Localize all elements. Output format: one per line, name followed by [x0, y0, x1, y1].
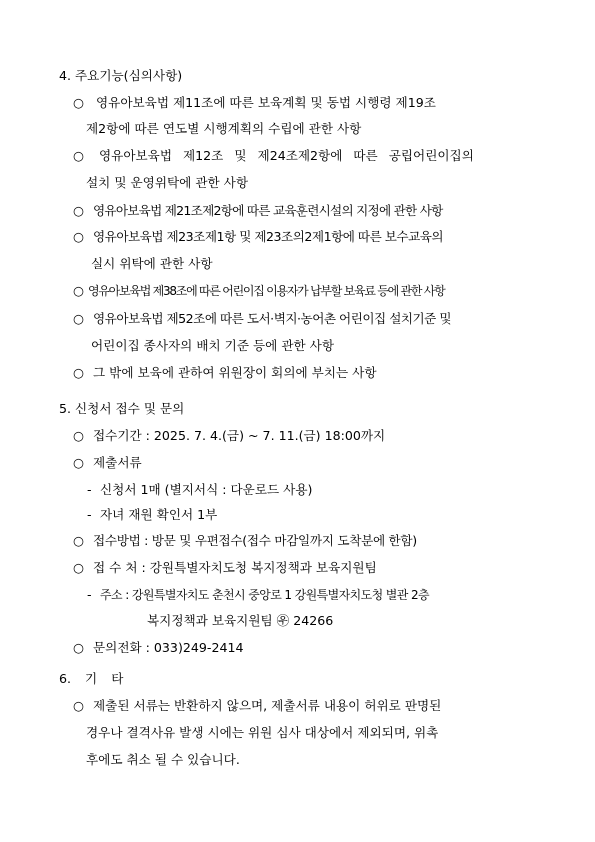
dash-marker: -: [87, 587, 92, 602]
bullet-marker: ○: [73, 533, 84, 548]
bullet-marker: ○: [73, 229, 84, 244]
item-text-cont: 후에도 취소 될 수 있습니다.: [86, 752, 240, 767]
item-text: 문의전화 : 033)249-2414: [93, 640, 244, 655]
item-text: 주소 : 강원특별자치도 춘천시 중앙로 1 강원특별자치도청 별관 2층: [100, 588, 430, 602]
bullet-marker: ○: [73, 95, 84, 110]
item-text: 자녀 재원 확인서 1부: [100, 507, 218, 522]
item-text: 영유아보육법 제23조제1항 및 제23조의2제1항에 따른 보수교육의: [93, 229, 444, 244]
item-text-cont: 설치 및 운영위탁에 관한 사항: [86, 175, 248, 190]
item-text: 영유아보육법 제11조에 따른 보육계획 및 동법 시행령 제19조: [96, 95, 436, 110]
dash-marker: -: [87, 482, 92, 497]
item-text: 접 수 처 : 강원특별자치도청 복지정책과 보육지원팀: [93, 560, 377, 575]
bullet-marker: ○: [73, 698, 84, 713]
bullet-marker: ○: [73, 203, 84, 218]
item-text: 영유아보육법 제52조에 따른 도서·벽지·농어촌 어린이집 설치기준 및: [93, 311, 452, 326]
item-text-cont: 복지정책과 보육지원팀 ㉾ 24266: [147, 613, 334, 628]
bullet-marker: ○: [73, 560, 84, 575]
bullet-marker: ○: [73, 455, 84, 470]
item-text: 제출된 서류는 반환하지 않으며, 제출서류 내용이 허위로 판명된: [93, 698, 442, 713]
bullet-marker: ○: [73, 428, 84, 443]
item-text: 영유아보육법 제38조에 따른 어린이집 이용자가 납부할 보육료 등에 관한 사항: [88, 284, 445, 298]
item-text: 신청서 1매 (별지서식 : 다운로드 사용): [100, 482, 313, 497]
item-text: 영유아보육법 제12조 및 제24조제2항에 따른 공립어린이집의: [99, 148, 474, 163]
section-heading-application: 5. 신청서 접수 및 문의: [59, 401, 185, 416]
bullet-marker: ○: [73, 283, 84, 298]
section-heading-functions: 4. 주요기능(심의사항): [59, 68, 183, 83]
section-heading-other: 6. 기 타: [59, 671, 124, 686]
bullet-marker: ○: [73, 148, 84, 163]
bullet-marker: ○: [73, 640, 84, 655]
item-text-cont: 제2항에 따른 연도별 시행계획의 수립에 관한 사항: [86, 121, 362, 136]
bullet-marker: ○: [73, 311, 84, 326]
item-text: 그 밖에 보육에 관하여 위원장이 회의에 부치는 사항: [93, 365, 377, 380]
item-text: 제출서류: [93, 455, 142, 470]
item-text: 접수기간 : 2025. 7. 4.(금) ~ 7. 11.(금) 18:00까지: [93, 428, 386, 443]
item-text-cont: 실시 위탁에 관한 사항: [91, 256, 213, 271]
dash-marker: -: [87, 507, 92, 522]
item-text: 영유아보육법 제21조제2항에 따른 교육훈련시설의 지정에 관한 사항: [93, 203, 443, 218]
item-text-cont: 경우나 결격사유 발생 시에는 위원 심사 대상에서 제외되며, 위촉: [86, 725, 439, 740]
bullet-marker: ○: [73, 365, 84, 380]
item-text: 접수방법 : 방문 및 우편접수(접수 마감일까지 도착분에 한함): [93, 533, 417, 548]
item-text-cont: 어린이집 종사자의 배치 기준 등에 관한 사항: [91, 338, 334, 353]
